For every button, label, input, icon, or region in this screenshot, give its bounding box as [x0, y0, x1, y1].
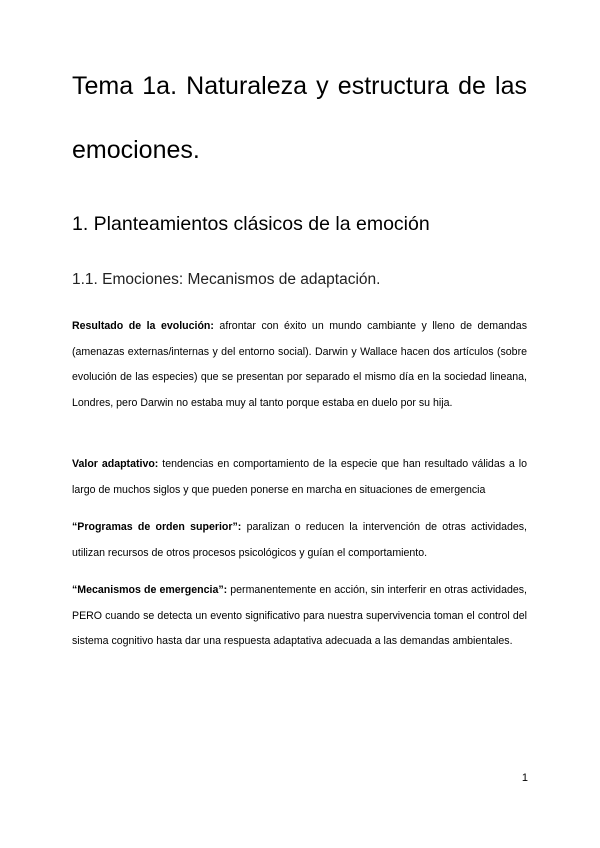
- page-number: 1: [521, 772, 528, 784]
- subsection-heading: 1.1. Emociones: Mecanismos de adaptación.: [72, 271, 381, 288]
- paragraph-valor-adaptativo: [72, 452, 527, 503]
- section-heading: 1. Planteamientos clásicos de la emoción: [72, 213, 430, 235]
- paragraph-text: afrontar con éxito un mundo cambiante y lleno de demandas (amenazas externas/internas y del entorno social). Darwin y Wallace hacen dos artículos (sobre evolución de las especies) que se presentan por separado el mismo día en la sociedad lineana, Londres, pero Darwin no estaba muy al tanto porque estaba en duelo por su hija.: [72, 320, 527, 409]
- paragraph-programas-orden-superior: [72, 515, 527, 566]
- paragraph-term: Valor adaptativo:: [72, 458, 159, 470]
- paragraph-resultado-evolucion: [72, 314, 527, 416]
- paragraph-term: “Mecanismos de emergencia”:: [72, 584, 228, 596]
- paragraph-term: Resultado de la evolución:: [72, 320, 214, 332]
- paragraph-text: paralizan o reducen la intervención de otras actividades, utilizan recursos de otros procesos psicológicos y guían el comportamiento.: [72, 521, 527, 559]
- paragraph-text: tendencias en comportamiento de la especie que han resultado válidas a lo largo de muchos siglos y que pueden ponerse en marcha en situaciones de emergencia: [72, 458, 527, 496]
- paragraph-mecanismos-emergencia: [72, 578, 527, 655]
- paragraph-text: permanentemente en acción, sin interferir en otras actividades, PERO cuando se detecta un evento significativo para nuestra supervivencia toman el control del sistema cognitivo hasta dar una respuesta adaptativa adecuada a las demandas ambientales.: [72, 584, 527, 647]
- page-title: Tema 1a. Naturaleza y estructura de las emociones.: [72, 72, 527, 164]
- paragraph-term: “Programas de orden superior”:: [72, 521, 242, 533]
